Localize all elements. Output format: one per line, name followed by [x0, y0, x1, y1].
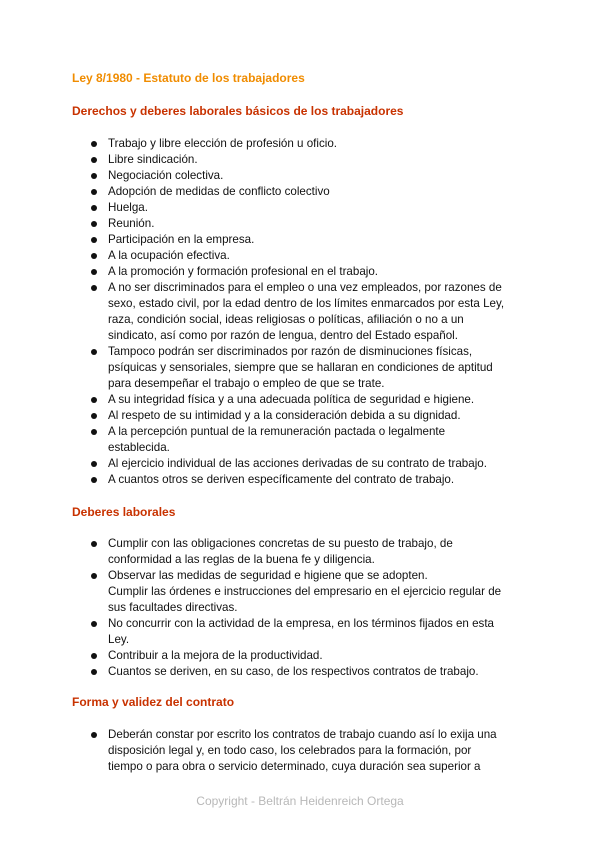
- list-item: Observar las medidas de seguridad e higiene que se adopten. Cumplir las órdenes e instrucciones del empresario en el ejercicio regular de sus facultades directivas.: [90, 568, 526, 616]
- list-item: Deberán constar por escrito los contratos de trabajo cuando así lo exija una disposición legal y, en todo caso, los celebrados para la formación, por tiempo o para obra o servicio determinado, cuya duración sea superior a: [90, 727, 526, 775]
- list-item: Participación en la empresa.: [90, 232, 526, 248]
- list-item: A la percepción puntual de la remuneración pactada o legalmente establecida.: [90, 424, 526, 456]
- list-item: Libre sindicación.: [90, 152, 526, 168]
- list-item: A no ser discriminados para el empleo o una vez empleados, por razones de sexo, estado civil, por la edad dentro de los límites enmarcados por esta Ley, raza, condición social, ideas religiosas o políticas, afiliación o no a un sindicato, así como por razón de lengua, dentro del Estado español.: [90, 280, 526, 344]
- list-item: Cuantos se deriven, en su caso, de los respectivos contratos de trabajo.: [90, 664, 526, 680]
- list-item: A su integridad física y a una adecuada política de seguridad e higiene.: [90, 392, 526, 408]
- list-item: Contribuir a la mejora de la productividad.: [90, 648, 526, 664]
- derechos-list: [90, 136, 526, 488]
- list-item: A cuantos otros se deriven específicamente del contrato de trabajo.: [90, 472, 526, 488]
- list-item: Tampoco podrán ser discriminados por razón de disminuciones físicas, psíquicas y sensoriales, siempre que se hallaran en condiciones de aptitud para desempeñar el trabajo o empleo de que se trate.: [90, 344, 526, 392]
- list-item: A la ocupación efectiva.: [90, 248, 526, 264]
- deberes-list: [90, 536, 526, 680]
- list-item: Adopción de medidas de conflicto colectivo: [90, 184, 526, 200]
- list-item: Al ejercicio individual de las acciones derivadas de su contrato de trabajo.: [90, 456, 526, 472]
- list-item: Huelga.: [90, 200, 526, 216]
- document-title: Ley 8/1980 - Estatuto de los trabajadores: [72, 71, 305, 85]
- list-item: No concurrir con la actividad de la empresa, en los términos fijados en esta Ley.: [90, 616, 526, 648]
- copyright-footer: Copyright - Beltrán Heidenreich Ortega: [196, 794, 404, 808]
- list-item: Reunión.: [90, 216, 526, 232]
- section-heading-deberes: Deberes laborales: [72, 505, 176, 519]
- list-item: A la promoción y formación profesional en el trabajo.: [90, 264, 526, 280]
- list-item: Trabajo y libre elección de profesión u oficio.: [90, 136, 526, 152]
- section-heading-derechos: Derechos y deberes laborales básicos de los trabajadores: [72, 104, 404, 118]
- forma-validez-list: [90, 727, 526, 775]
- section-heading-forma-validez: Forma y validez del contrato: [72, 695, 235, 709]
- list-item: Al respeto de su intimidad y a la consideración debida a su dignidad.: [90, 408, 526, 424]
- list-item: Negociación colectiva.: [90, 168, 526, 184]
- list-item: Cumplir con las obligaciones concretas de su puesto de trabajo, de conformidad a las reglas de la buena fe y diligencia.: [90, 536, 526, 568]
